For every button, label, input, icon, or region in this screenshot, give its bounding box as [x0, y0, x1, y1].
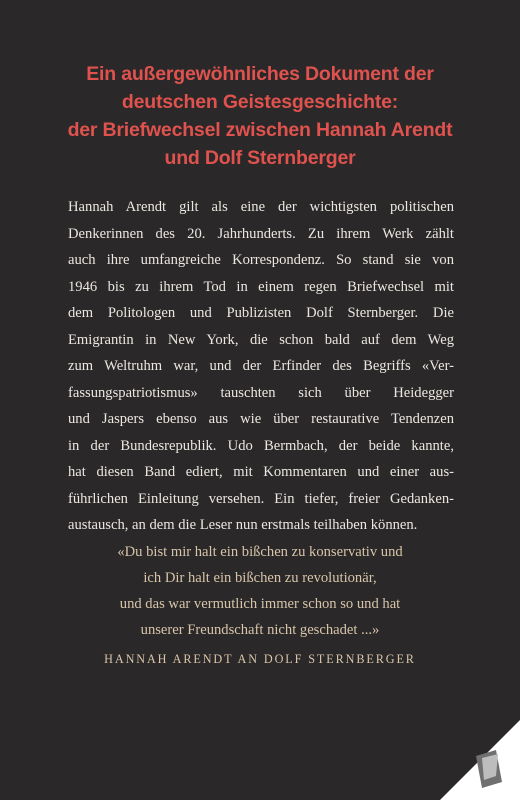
- quote: [60, 539, 460, 643]
- quote-line: und das war vermutlich immer schon so und hat: [119, 596, 401, 612]
- blurb-line: fassungspatriotismus» tauschten sich über Heidegger: [68, 384, 454, 401]
- headline-line: Ein außergewöhnliches Dokument der: [86, 63, 434, 85]
- blurb-line: auch ihre umfangreiche Korrespondenz. So stand sie von: [68, 252, 454, 268]
- quote-line: «Du bist mir halt ein bißchen zu konservativ und: [117, 544, 403, 560]
- headline-line: der Briefwechsel zwischen Hannah Arendt: [67, 119, 453, 141]
- blurb-line: Emigrantin in New York, die schon bald auf dem Weg: [68, 331, 454, 348]
- headline-line: deutschen Geistesgeschichte:: [121, 91, 399, 113]
- quote-line: unserer Freundschaft nicht geschadet ...»: [140, 622, 380, 638]
- blurb-line: und Jaspers ebenso aus wie über restaurative Tendenzen: [68, 411, 454, 427]
- blurb-line: Hannah Arendt gilt als eine der wichtigsten politischen: [68, 199, 454, 215]
- blurb-paragraph: [68, 194, 454, 539]
- blurb-line: dem Politologen und Publizisten Dolf Sternberger. Die: [68, 305, 454, 321]
- quote-attribution: HANNAH ARENDT AN DOLF STERNBERGER: [104, 652, 416, 666]
- blurb-line: führlichen Einleitung versehen. Ein tiefer, freier Gedanken-: [68, 490, 454, 507]
- blurb-line: Denkerinnen des 20. Jahrhunderts. Zu ihrem Werk zählt: [68, 225, 454, 242]
- quote-line: ich Dir halt ein bißchen zu revolutionär,: [143, 570, 377, 586]
- headline-line: und Dolf Sternberger: [164, 147, 356, 169]
- blurb-line: austausch, an dem die Leser nun erstmals teilhaben können.: [68, 517, 418, 533]
- blurb-line: 1946 bis zu ihrem Tod in einem regen Briefwechsel mit: [68, 278, 454, 295]
- blurb-line: hat diesen Band ediert, mit Kommentaren und einer aus-: [68, 464, 454, 480]
- blurb-line: zum Weltruhm war, und der Erfinder des Begriffs «Ver-: [68, 358, 454, 374]
- headline: [40, 60, 480, 172]
- publisher-logo-icon: [466, 746, 512, 792]
- blurb-line: in der Bundesrepublik. Udo Bermbach, der beide kannte,: [68, 437, 454, 454]
